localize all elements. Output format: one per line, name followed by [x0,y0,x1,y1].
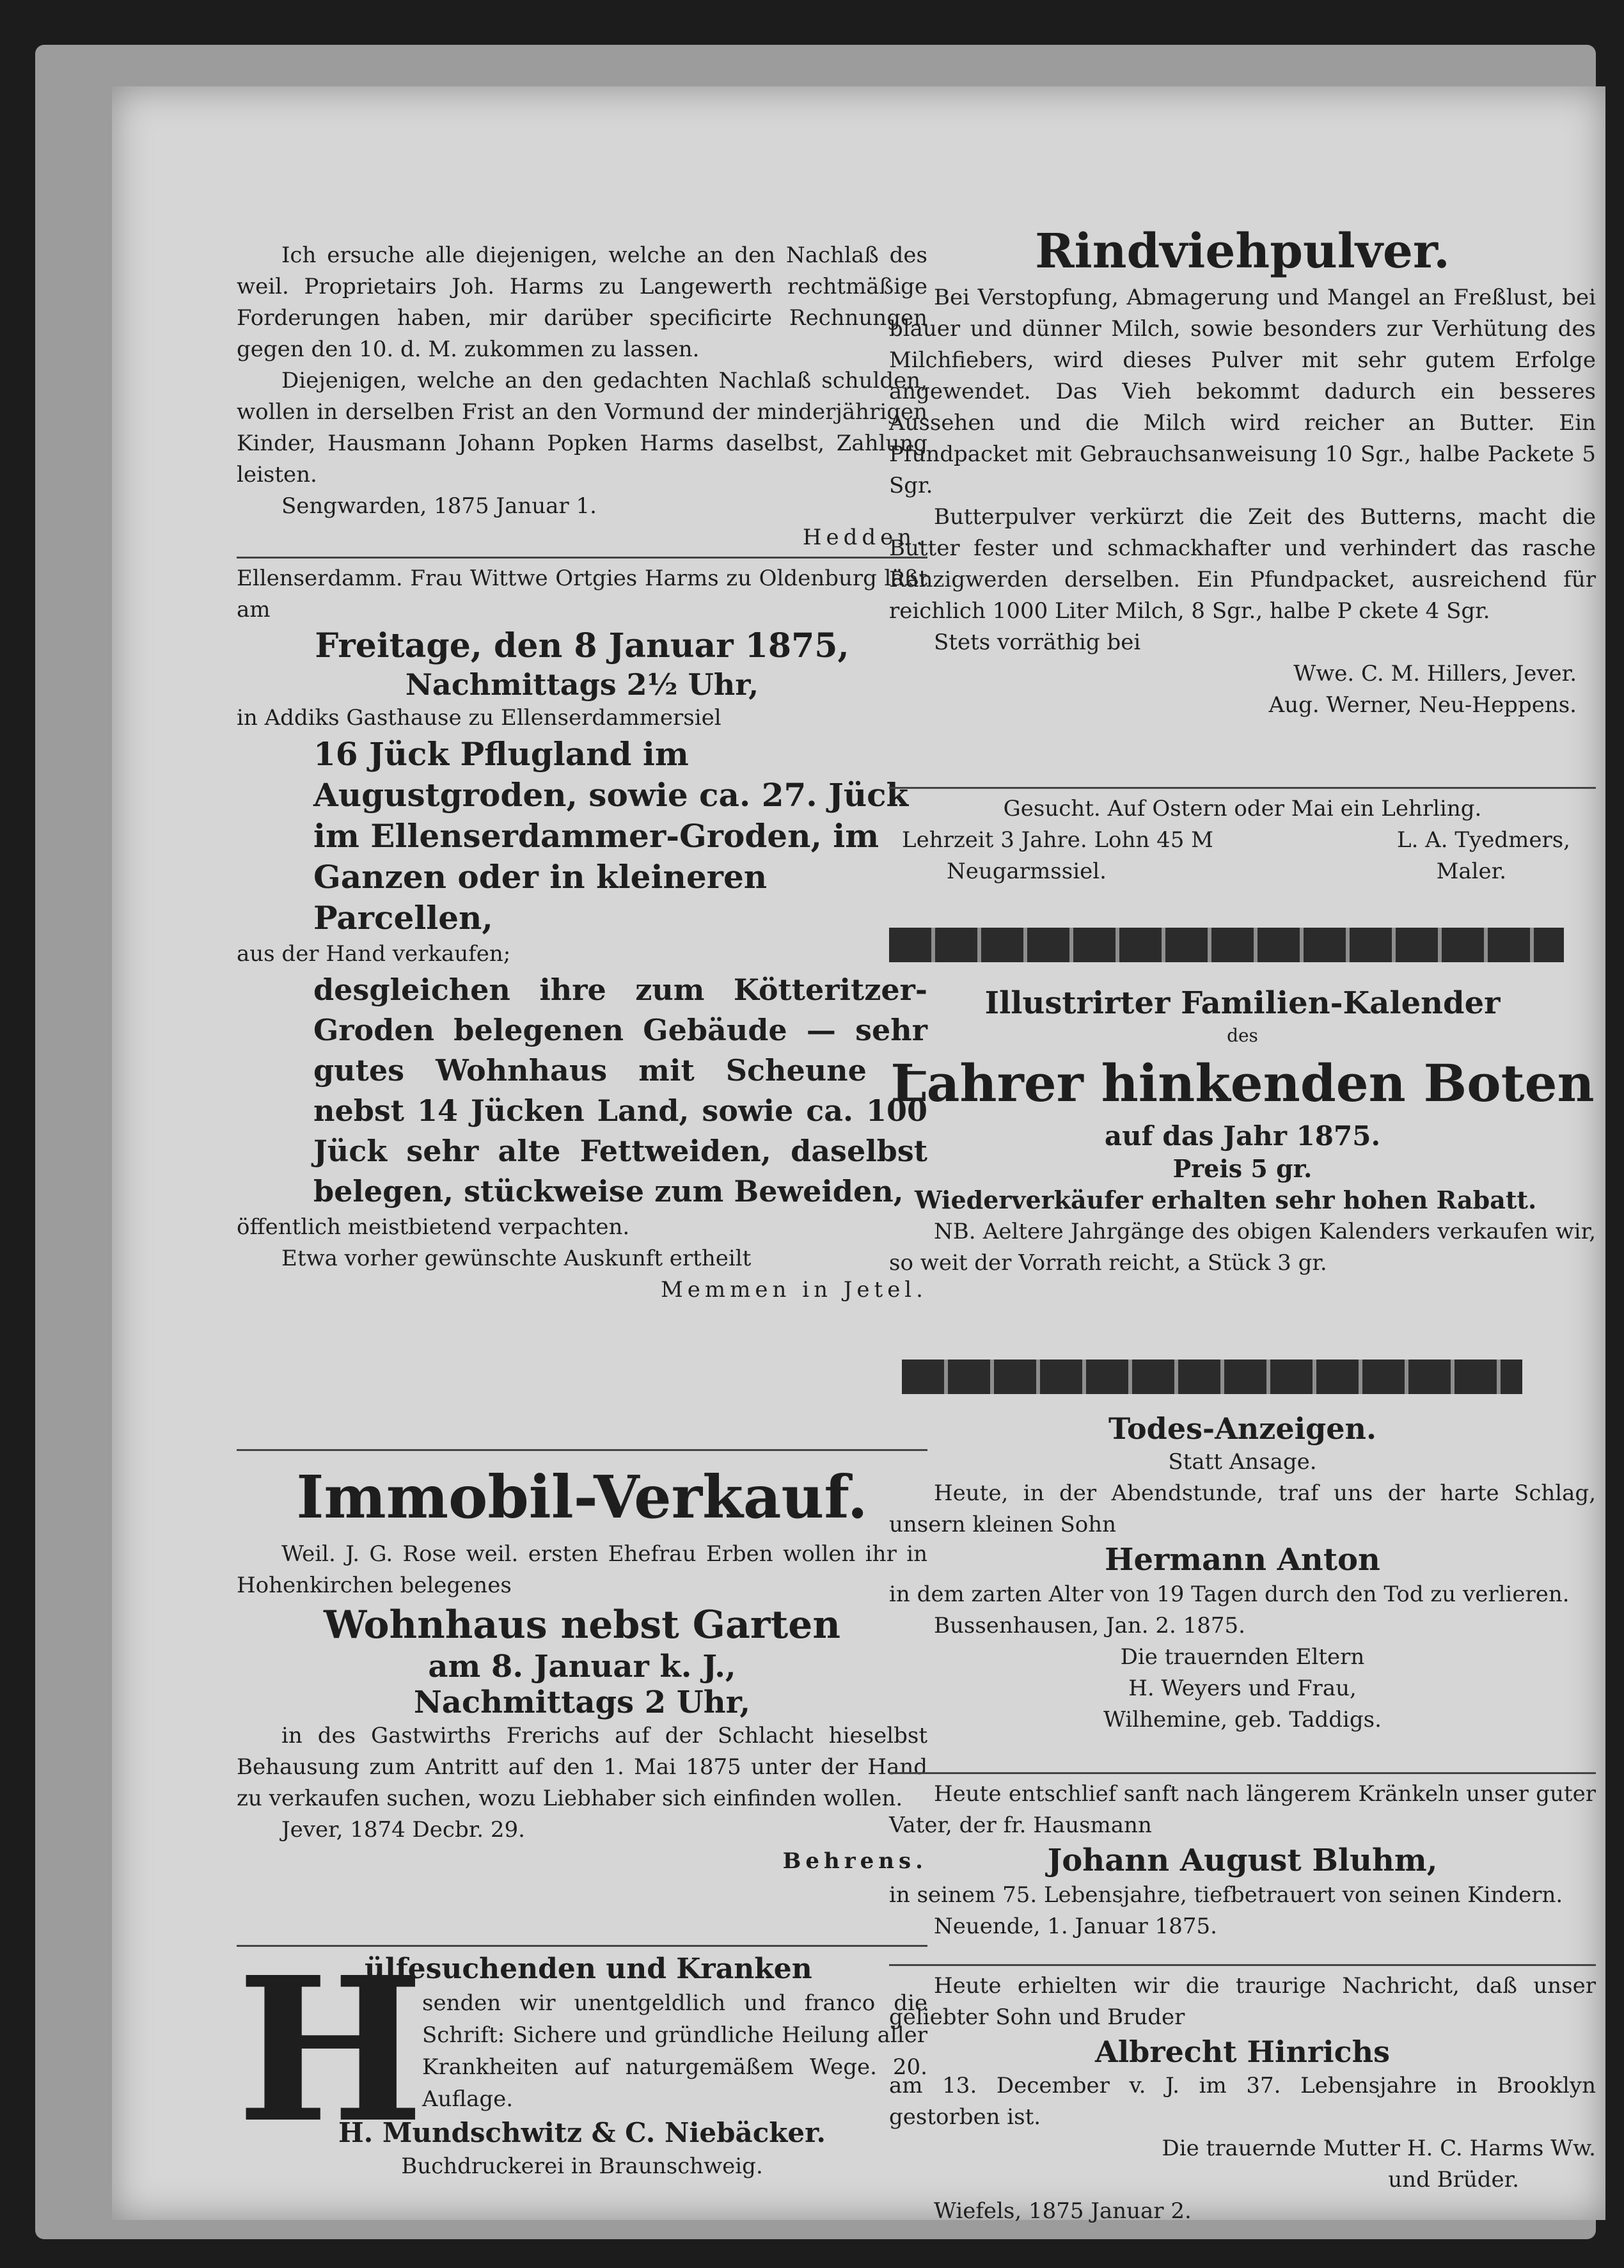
bluhm-name: Johann August Bluhm, [1047,1843,1438,1878]
lehrling-line-1: Gesucht. Auf Ostern oder Mai ein Lehrling. [1003,796,1482,821]
kalender-title-2: Lahrer hinkenden Boten [890,1053,1595,1113]
lease-signature: Memmen in Jetel. [660,1277,927,1303]
todes-signature-3: Wilhemine, geb. Taddigs. [1103,1707,1382,1733]
bluhm-paragraph-2: in seinem 75. Lebensjahre, tiefbetrauert von seinen Kindern. [889,1882,1563,1908]
kranken-firm: H. Mundschwitz & C. Niebäcker. [338,2117,826,2148]
hinrichs-signature-1: Die trauernde Mutter H. C. Harms Ww. [1162,2136,1596,2161]
kalender-title-1: Illustrirter Familien-Kalender [984,985,1501,1021]
lehrling-signature: L. A. Tyedmers, [1396,827,1570,853]
lease-intro: Ellenserdamm. Frau Wittwe Ortgies Harms zu Oldenburg läßt am [237,566,927,623]
lehrling-trade: Maler. [1436,859,1506,884]
notice-todes-hinrichs [889,1971,1596,2227]
hinrichs-signature-2: und Brüder. [1388,2167,1519,2193]
todes-paragraph-2: in dem zarten Alter von 19 Tagen durch den Tod zu verlieren. [889,1582,1570,1607]
notice-kalender [889,982,1596,1279]
pulver-headline: Rindviehpulver. [1035,224,1450,279]
notice-rindviehpulver [889,221,1596,721]
notice-harms-estate [237,240,927,553]
divider [889,1772,1596,1774]
kalender-year: auf das Jahr 1875. [1104,1120,1381,1152]
hinrichs-paragraph-1: Heute erhielten wir die traurige Nachricht, daß unser geliebter Sohn und Bruder [889,1973,1596,2030]
todes-paragraph-1: Heute, in der Abendstunde, traf uns der harte Schlag, unsern kleinen Sohn [889,1480,1596,1537]
estate-place-date: Sengwarden, 1875 Januar 1. [281,493,597,519]
todes-name: Hermann Anton [1105,1542,1380,1578]
immobil-date: am 8. Januar k. J., [428,1649,736,1685]
lease-place: in Addiks Gasthause zu Ellenserdammersiel [237,705,721,731]
todes-place-date: Bussenhausen, Jan. 2. 1875. [934,1613,1245,1638]
notice-todes-bluhm [889,1779,1596,1942]
immobil-place-date: Jever, 1874 Decbr. 29. [281,1817,525,1843]
pulver-stock: Stets vorräthig bei [934,630,1141,655]
immobil-headline: Immobil-Verkauf. [296,1463,868,1532]
lehrling-line-2: Lehrzeit 3 Jahre. Lohn 45 M [902,827,1213,853]
lease-mid: aus der Hand verkaufen; [237,941,511,967]
lease-end: öffentlich meistbietend verpachten. [237,1214,630,1240]
pulver-seller-2: Aug. Werner, Neu-Heppens. [1268,692,1577,718]
estate-paragraph-2: Diejenigen, welche an den gedachten Nachlaß schulden, wollen in derselben Frist an den Vormund der minderjährigen Kinder, Hausmann Johann Popken Harms daselbst, Zahlung leisten. [237,368,927,488]
todes-sub: Statt Ansage. [1168,1449,1317,1475]
kalender-price: Preis 5 gr. [1172,1154,1313,1183]
kalender-des: des [1227,1025,1258,1046]
estate-signature: Hedden. [802,525,927,550]
notice-lehrling [889,793,1596,887]
bluhm-place-date: Neuende, 1. Januar 1875. [934,1914,1217,1939]
immobil-intro: Weil. J. G. Rose weil. ersten Ehefrau Erben wollen ihr in Hohenkirchen belegenes [237,1541,927,1598]
notice-immobil [237,1455,927,1877]
notice-ellenserdamm [237,563,927,1306]
divider [889,1964,1596,1966]
kalender-resale: Wiederverkäufer erhalten sehr hohen Rabatt. [915,1186,1537,1214]
dropcap-letter: H [237,1934,424,2167]
todes-signature-2: H. Weyers und Frau, [1128,1676,1357,1701]
ornament-bar [889,928,1564,962]
divider [237,557,927,559]
pulver-paragraph-2: Butterpulver verkürzt die Zeit des Butterns, macht die Butter fester und schmackhafter und verhindert das rasche Ranzigwerden derselben. Ein Pfundpacket, ausreichend für reichlich 1000 Liter Milch, 8 Sgr., halbe P ckete 4 Sgr. [889,504,1596,624]
notice-kranken [237,1934,927,2220]
notice-todes-weyers [889,1411,1596,1736]
pulver-seller-1: Wwe. C. M. Hillers, Jever. [1293,661,1577,686]
newspaper-page [112,86,1605,2224]
estate-paragraph-1: Ich ersuche alle diejenigen, welche an den Nachlaß des weil. Proprietairs Joh. Harms zu Langewerth rechtmäßige Forderungen haben, mir darüber specificirte Rechnungen gegen den 10. d. M. zukommen zu lassen. [237,242,927,362]
hinrichs-place-date: Wiefels, 1875 Januar 2. [934,2198,1192,2224]
lehrling-place: Neugarmssiel. [947,859,1107,884]
todes-heading: Todes-Anzeigen. [1108,1411,1376,1446]
todes-signature-1: Die trauernden Eltern [1120,1644,1365,1670]
bluhm-paragraph-1: Heute entschlief sanft nach längerem Kränkeln unser guter Vater, der fr. Hausmann [889,1781,1596,1838]
hinrichs-name: Albrecht Hinrichs [1095,2034,1390,2069]
kranken-headline: ülfesuchenden und Kranken [365,1953,812,1985]
hinrichs-paragraph-2: am 13. December v. J. im 37. Lebensjahre in Brooklyn gestorben ist. [889,2073,1596,2130]
kranken-body: senden wir unentgeldlich und franco die Schrift: Sichere und gründliche Heilung aller Krankheiten auf naturgemäßem Wege. 20. Auflage. [422,1990,927,2112]
immobil-object: Wohnhaus nebst Garten [324,1603,840,1647]
kranken-sub: Buchdruckerei in Braunschweig. [401,2153,763,2179]
lease-time: Nachmittags 2½ Uhr, [405,667,759,702]
lease-item-1: 16 Jück Pflugland im Augustgroden, sowie ca. 27. Jück im Ellenserdammer-Groden, im Ganzen oder in kleineren Parcellen, [313,735,909,937]
lease-note: Etwa vorher gewünschte Auskunft ertheilt [281,1246,752,1271]
lease-item-2: desgleichen ihre zum Kötteritzer-Groden belegenen Gebäude — sehr gutes Wohnhaus mit Scheune — nebst 14 Jücken Land, sowie ca. 100 Jück sehr alte Fettweiden, daselbst belegen, stückweise zum Beweiden, [313,972,927,1209]
divider [889,787,1596,789]
divider [237,1449,927,1451]
immobil-time: Nachmittags 2 Uhr, [413,1685,751,1720]
pulver-paragraph-1: Bei Verstopfung, Abmagerung und Mangel an Freßlust, bei blauer und dünner Milch, sowie besonders zur Verhütung des Milchfiebers, wird dieses Pulver mit sehr gutem Erfolge angewendet. Das Vieh bekommt dadurch ein besseres Aussehen und die Milch wird reicher an Butter. Ein Pfundpacket mit Gebrauchsanweisung 10 Sgr., halbe Packete 5 Sgr. [889,285,1596,498]
kalender-nb: NB. Aeltere Jahrgänge des obigen Kalenders verkaufen wir, so weit der Vorrath reicht, a Stück 3 gr. [889,1219,1596,1276]
immobil-signature: Behrens. [782,1848,927,1874]
ornament-bar [902,1360,1522,1394]
lease-date: Freitage, den 8 Januar 1875, [315,626,849,665]
immobil-body: in des Gastwirths Frerichs auf der Schlacht hieselbst Behausung zum Antritt auf den 1. Mai 1875 unter der Hand zu verkaufen suchen, wozu Liebhaber sich einfinden wollen. [237,1723,927,1811]
